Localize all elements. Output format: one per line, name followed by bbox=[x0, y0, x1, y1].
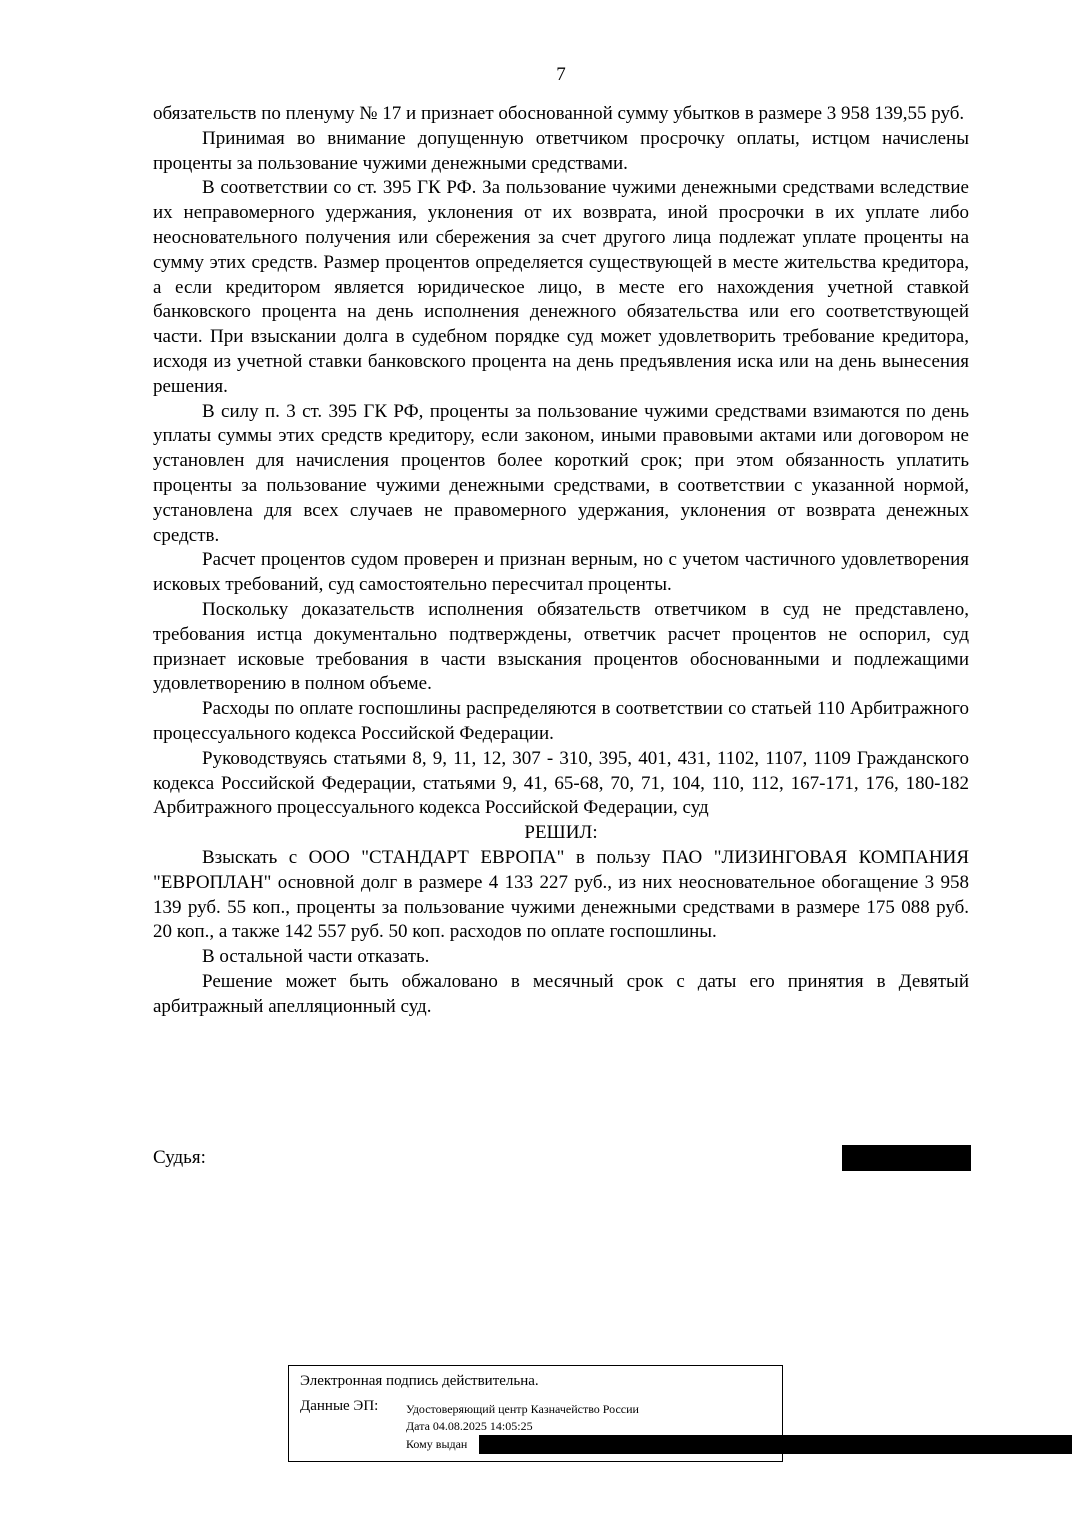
page-number: 7 bbox=[556, 64, 566, 85]
signature-date: Дата 04.08.2025 14:05:25 bbox=[406, 1419, 533, 1433]
signature-center: Удостоверяющий центр Казначейство России bbox=[406, 1402, 639, 1416]
document-body bbox=[153, 102, 969, 1019]
judge-name-redaction bbox=[842, 1145, 971, 1171]
paragraph: Расходы по оплате госпошлины распределяются в соответствии со статьей 110 Арбитражного процессуального кодекса Российской Федерации. bbox=[153, 698, 969, 744]
decision-paragraph: Решение может быть обжаловано в месячный срок с даты его принятия в Девятый арбитражный апелляционный суд. bbox=[153, 970, 969, 1017]
signature-issued-to-redaction bbox=[479, 1435, 1072, 1454]
paragraph: Принимая во внимание допущенную ответчиком просрочку оплаты, истцом начислены проценты за пользование чужими денежными средствами. bbox=[153, 127, 969, 174]
paragraph: В силу п. 3 ст. 395 ГК РФ, проценты за пользование чужими средствами взимаются по день уплаты суммы этих средств кредитору, если законом, иными правовыми актами или договором не установлен для начисления процентов более короткий срок; при этом обязанность уплатить проценты за пользование чужими денежными средствами, в соответствии с указанной нормой, установлена для всех случаев не правомерного удержания, уклонения от возврата денежных средств. bbox=[153, 400, 969, 546]
paragraph: В соответствии со ст. 395 ГК РФ. За пользование чужими денежными средствами вследствие их неправомерного удержания, уклонения от их возврата, иной просрочки в их уплате либо неосновательного получения или сбережения за счет другого лица подлежат уплате проценты на сумму этих средств. Размер процентов определяется существующей в месте жительства кредитора, а если кредитором является юридическое лицо, в месте его нахождения учетной ставкой банковского процента на день исполнения денежного обязательства или его соответствующей части. При взыскании долга в судебном порядке суд может удовлетворить требование кредитора, исходя из учетной ставки банковского процента на день предъявления иска или на день вынесения решения. bbox=[153, 177, 969, 397]
signature-valid-text: Электронная подпись действительна. bbox=[300, 1373, 539, 1389]
judge-label: Судья: bbox=[153, 1147, 206, 1168]
signature-issued-to-label: Кому выдан bbox=[406, 1437, 468, 1451]
paragraph: Поскольку доказательств исполнения обязательств ответчиком в суд не представлено, требования истца документально подтверждены, ответчик расчет процентов не оспорил, суд признает исковые требования в части взыскания процентов обоснованными и подлежащими удовлетворению в полном объеме. bbox=[153, 598, 969, 695]
paragraph-continuation: обязательств по пленуму № 17 и признает обоснованной сумму убытков в размере 3 958 139,55 руб. bbox=[153, 103, 965, 124]
paragraph: Расчет процентов судом проверен и признан верным, но с учетом частичного удовлетворения исковых требований, суд самостоятельно пересчитал проценты. bbox=[153, 549, 969, 596]
decision-paragraph: В остальной части отказать. bbox=[202, 946, 430, 968]
decision-heading: РЕШИЛ: bbox=[524, 822, 598, 844]
decision-paragraph: Взыскать с ООО "СТАНДАРТ ЕВРОПА" в пользу ПАО "ЛИЗИНГОВАЯ КОМПАНИЯ "ЕВРОПЛАН" основной долг в размере 4 133 227 руб., из них неосновательное обогащение 3 958 139 руб. 55 коп., проценты за пользование чужими денежными средствами в размере 175 088 руб. 20 коп., а также 142 557 руб. 50 коп. расходов по оплате госпошлины. bbox=[153, 846, 969, 943]
signature-data-label: Данные ЭП: bbox=[300, 1398, 379, 1414]
paragraph: Руководствуясь статьями 8, 9, 11, 12, 307 - 310, 395, 401, 431, 1102, 1107, 1109 Гражданского кодекса Российской Федерации, статьями 9, 41, 65-68, 70, 71, 104, 110, 112, 167-171, 176, 180-182 Арбитражного процессуального кодекса Российской Федерации, суд bbox=[153, 747, 969, 819]
